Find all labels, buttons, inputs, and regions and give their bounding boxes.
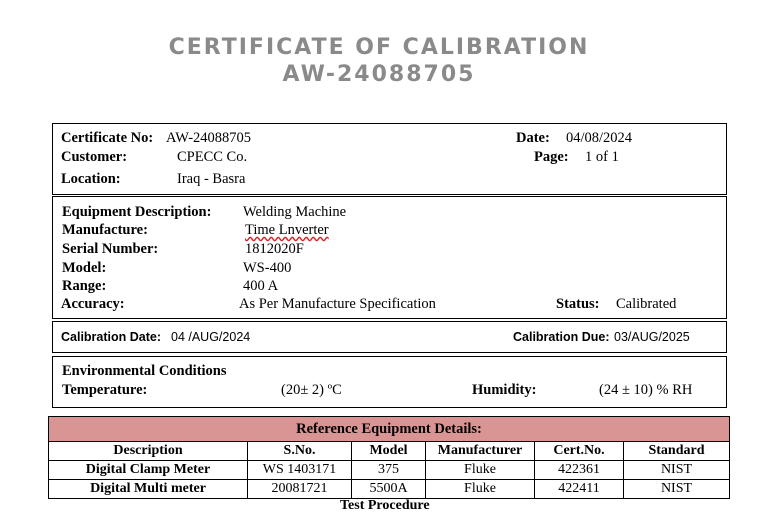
location-value: Iraq - Basra [177,171,246,187]
page-value: 1 of 1 [585,149,619,165]
manufacture-value: Time Lnverter [245,222,329,238]
table-cell: 375 [352,461,426,480]
model-value: WS-400 [243,260,292,276]
calibration-date-label: Calibration Date: [61,330,162,344]
temperature-value: (20± 2) ºC [281,382,342,398]
calibration-due-label: Calibration Due: [513,330,610,344]
status-label: Status: [556,296,600,312]
column-header: Standard [624,442,730,461]
certificate-number-title: AW-24088705 [282,62,476,87]
table-cell: Digital Multi meter [49,480,248,499]
column-header: S.No. [248,442,352,461]
table-header-row [49,442,730,461]
table-cell: WS 1403171 [248,461,352,480]
serial-number-label: Serial Number: [62,241,159,257]
model-label: Model: [62,260,107,276]
column-header: Description [49,442,248,461]
range-value: 400 A [243,278,279,294]
column-header: Manufacturer [426,442,535,461]
table-row [49,480,730,499]
table-cell: Fluke [426,461,535,480]
table-cell: NIST [624,461,730,480]
table-row [49,461,730,480]
manufacture-label: Manufacture: [62,222,148,238]
temperature-label: Temperature: [62,382,148,398]
table-cell: Digital Clamp Meter [49,461,248,480]
table-cell: 422411 [535,480,624,499]
serial-number-value: 1812020F [245,241,304,257]
status-value: Calibrated [616,296,677,312]
table-cell: NIST [624,480,730,499]
equipment-description-value: Welding Machine [243,204,347,220]
table-cell: Fluke [426,480,535,499]
range-label: Range: [62,278,107,294]
environment-heading: Environmental Conditions [62,363,227,379]
customer-label: Customer: [61,149,128,165]
cert-no-value: AW-24088705 [166,130,252,146]
calibration-due-value: 03/AUG/2025 [614,330,690,344]
table-cell: 5500A [352,480,426,499]
humidity-label: Humidity: [472,382,537,398]
page-label: Page: [534,149,569,165]
accuracy-label: Accuracy: [61,296,125,312]
accuracy-value: As Per Manufacture Specification [239,296,436,312]
cut-off-heading: Test Procedure [340,498,430,513]
date-label: Date: [516,130,550,146]
date-value: 04/08/2024 [566,130,633,146]
table-cell: 422361 [535,461,624,480]
customer-value: CPECC Co. [177,149,248,165]
calibration-date-value: 04 /AUG/2024 [171,330,251,344]
reference-equipment-table [48,416,730,499]
cert-no-label: Certificate No: [61,130,154,146]
column-header: Cert.No. [535,442,624,461]
equipment-description-label: Equipment Description: [62,204,212,220]
humidity-value: (24 ± 10) % RH [599,382,693,398]
reference-heading: Reference Equipment Details: [49,417,730,442]
certificate-title: CERTIFICATE OF CALIBRATION [168,35,590,60]
table-cell: 20081721 [248,480,352,499]
column-header: Model [352,442,426,461]
location-label: Location: [61,171,121,187]
